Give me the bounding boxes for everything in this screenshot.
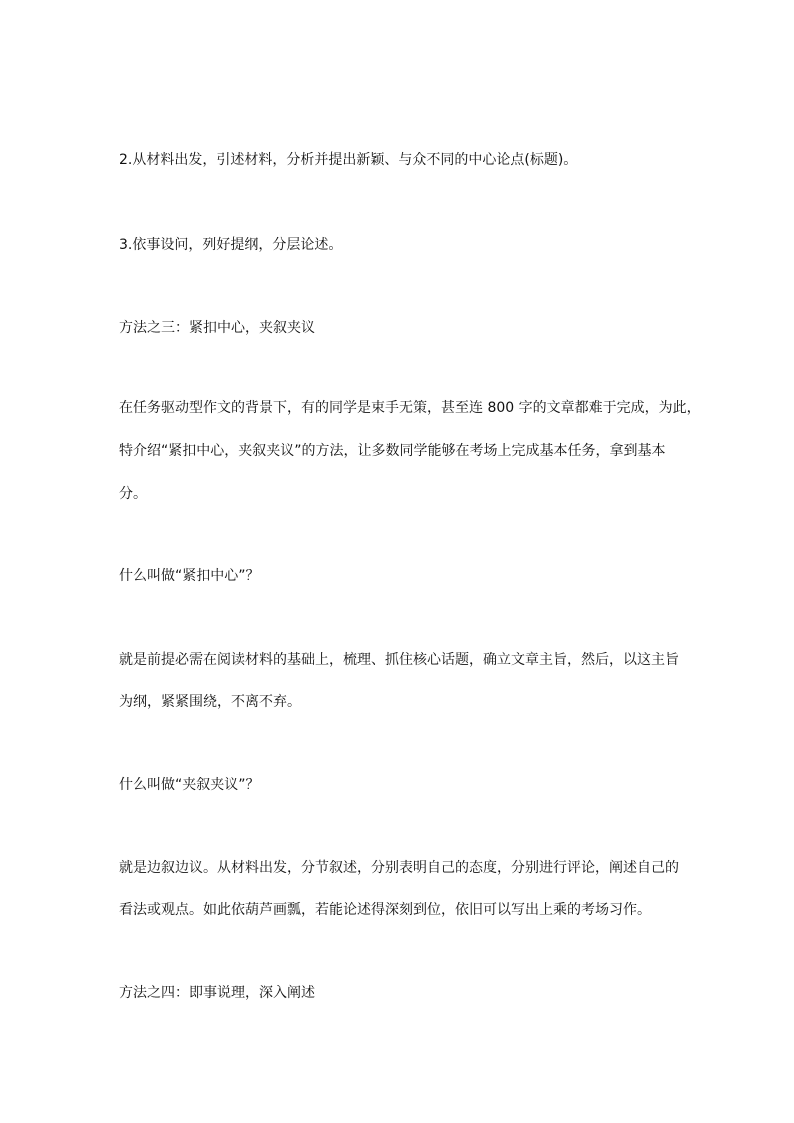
- body-text-line: 看法或观点。如此依葫芦画瓢，若能论述得深刻到位，依旧可以写出上乘的考场习作。: [119, 902, 651, 918]
- section-heading: 方法之四：即事说理，深入阐述: [119, 985, 315, 1001]
- body-text-line: 就是边叙边议。从材料出发，分节叙述，分别表明自己的态度，分别进行评论，阐述自己的: [119, 860, 679, 876]
- body-text-line: 2.从材料出发，引述材料，分析并提出新颖、与众不同的中心论点(标题)。: [119, 152, 578, 168]
- body-text-line: 为纲，紧紧围绕，不离不弃。: [119, 694, 301, 710]
- question-heading: 什么叫做“夹叙夹议”？: [119, 777, 260, 793]
- body-text-line: 特介绍“紧扣中心，夹叙夹议”的方法，让多数同学能够在考场上完成基本任务，拿到基本: [119, 443, 666, 459]
- body-text-line: 3.依事设问，列好提纲，分层论述。: [119, 237, 343, 253]
- body-text-line: 就是前提必需在阅读材料的基础上，梳理、抓住核心话题，确立文章主旨，然后，以这主旨: [119, 652, 679, 668]
- question-heading: 什么叫做“紧扣中心”？: [119, 568, 260, 584]
- body-text-line: 分。: [119, 486, 147, 502]
- body-text-line: 在任务驱动型作文的背景下，有的同学是束手无策，甚至连 800 字的文章都难于完成，为此，: [119, 400, 701, 416]
- section-heading: 方法之三：紧扣中心，夹叙夹议: [119, 320, 315, 336]
